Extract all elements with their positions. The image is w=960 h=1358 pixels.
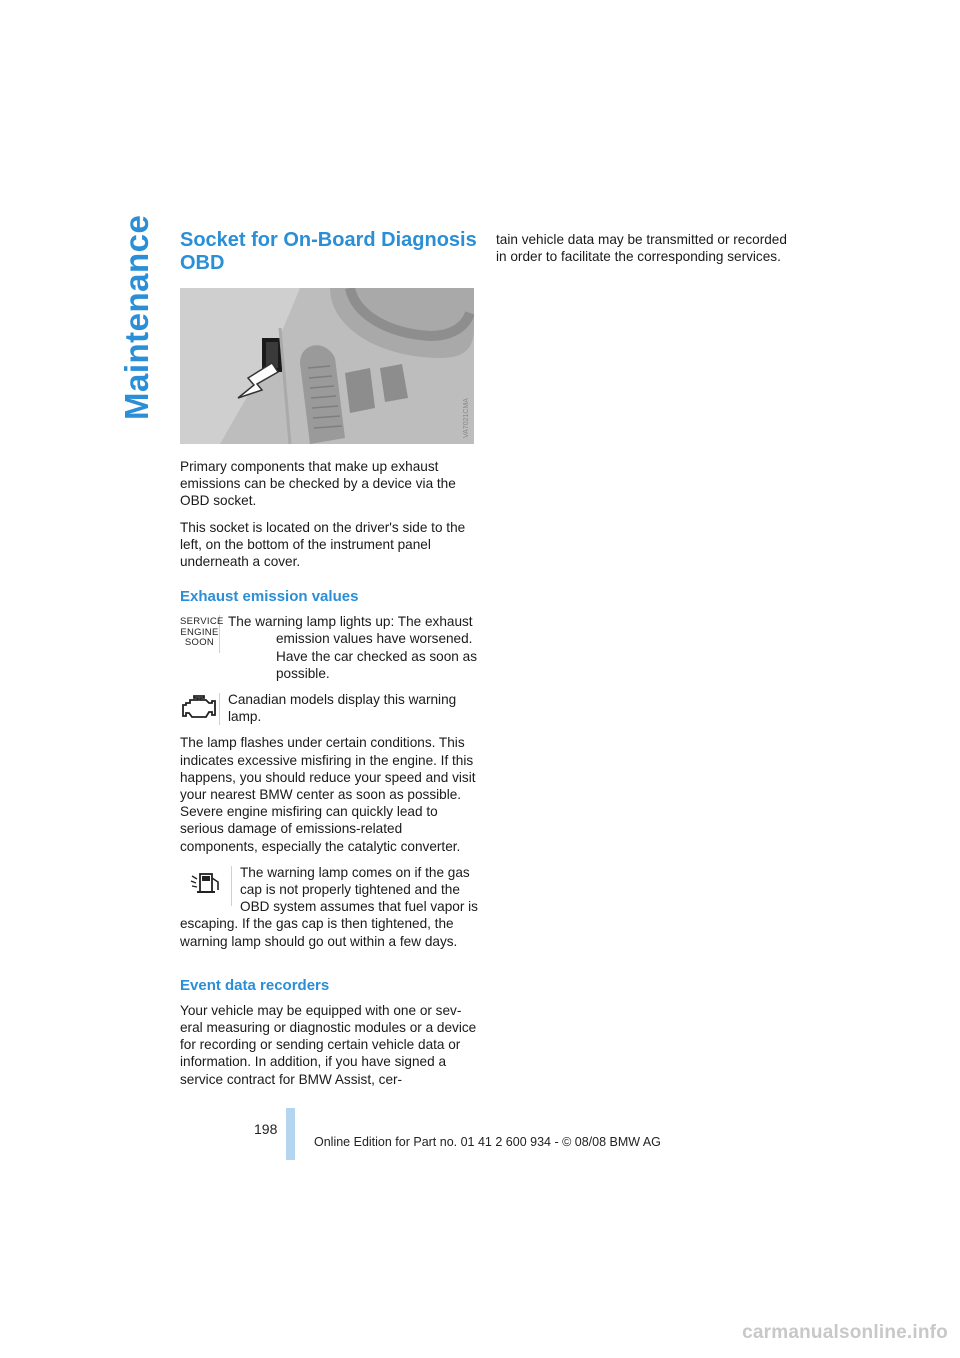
intro-paragraph-1: Primary components that make up exhaust emissions can be checked by a device via the OBD socket. <box>180 459 456 509</box>
service-lamp-line-1: SERVICE <box>180 616 224 628</box>
service-engine-soon-icon <box>180 615 224 653</box>
footer-edition: Online Edition for Part no. 01 41 2 600 934 - © 08/08 BMW AG <box>314 1135 661 1149</box>
check-engine-icon <box>180 693 220 725</box>
service-lamp-line-2: ENGINE <box>180 626 219 638</box>
edr-paragraph-1-continued: tain vehicle data may be transmitted or recorded in order to facilitate the corresponding services. <box>496 232 787 265</box>
obd-socket-illustration <box>180 288 474 444</box>
intro-paragraph-2: This socket is located on the driver's side to the left, on the bottom of the instrument panel underneath a cover. <box>180 519 466 570</box>
side-tab-label: Maintenance <box>118 214 155 420</box>
page-number: 198 <box>254 1121 278 1137</box>
exhaust-paragraph-4: The warning lamp comes on if the gas cap is not properly tightened and the OBD system assumes that fuel vapor is escaping. If the gas cap is then tightened, the warning lamp should go out within a few days. <box>180 864 478 949</box>
exhaust-paragraph-2: Canadian models display this warning lamp. <box>228 692 457 725</box>
left-column <box>180 229 478 1097</box>
gas-cap-icon <box>180 866 232 906</box>
section-title: Socket for On-Board Diagnosis OBD <box>180 229 477 274</box>
side-tab <box>112 214 155 430</box>
edr-paragraph-1: Your vehicle may be equipped with one or sev-eral measuring or diagnostic modules or a device for recording or sending certain vehicle data or information. In addition, if you have signed a service contract for BMW Assist, cer- <box>180 1002 477 1087</box>
footer-bar <box>286 1108 295 1160</box>
exhaust-paragraph-3: The lamp flashes under certain conditions. This indicates excessive misfiring in the engine. If this happens, you should reduce your speed and visit your nearest BMW center as soon as possible. Severe engine misfiring can quickly lead to serious damage of emissions-related components, especially the catalytic converter. <box>180 735 476 854</box>
figure-code: VA7021CMA <box>463 398 470 438</box>
watermark: carmanualsonline.info <box>742 1322 948 1343</box>
right-column <box>496 231 796 274</box>
edr-heading: Event data recorders <box>180 976 330 994</box>
service-lamp-line-3: SOON <box>184 637 215 649</box>
exhaust-heading: Exhaust emission values <box>180 588 359 606</box>
exhaust-paragraph-1: The warning lamp lights up: The exhaust emission values have worsened. Have the car checked as soon as possible. <box>228 614 477 681</box>
obd-socket-figure <box>180 288 474 444</box>
